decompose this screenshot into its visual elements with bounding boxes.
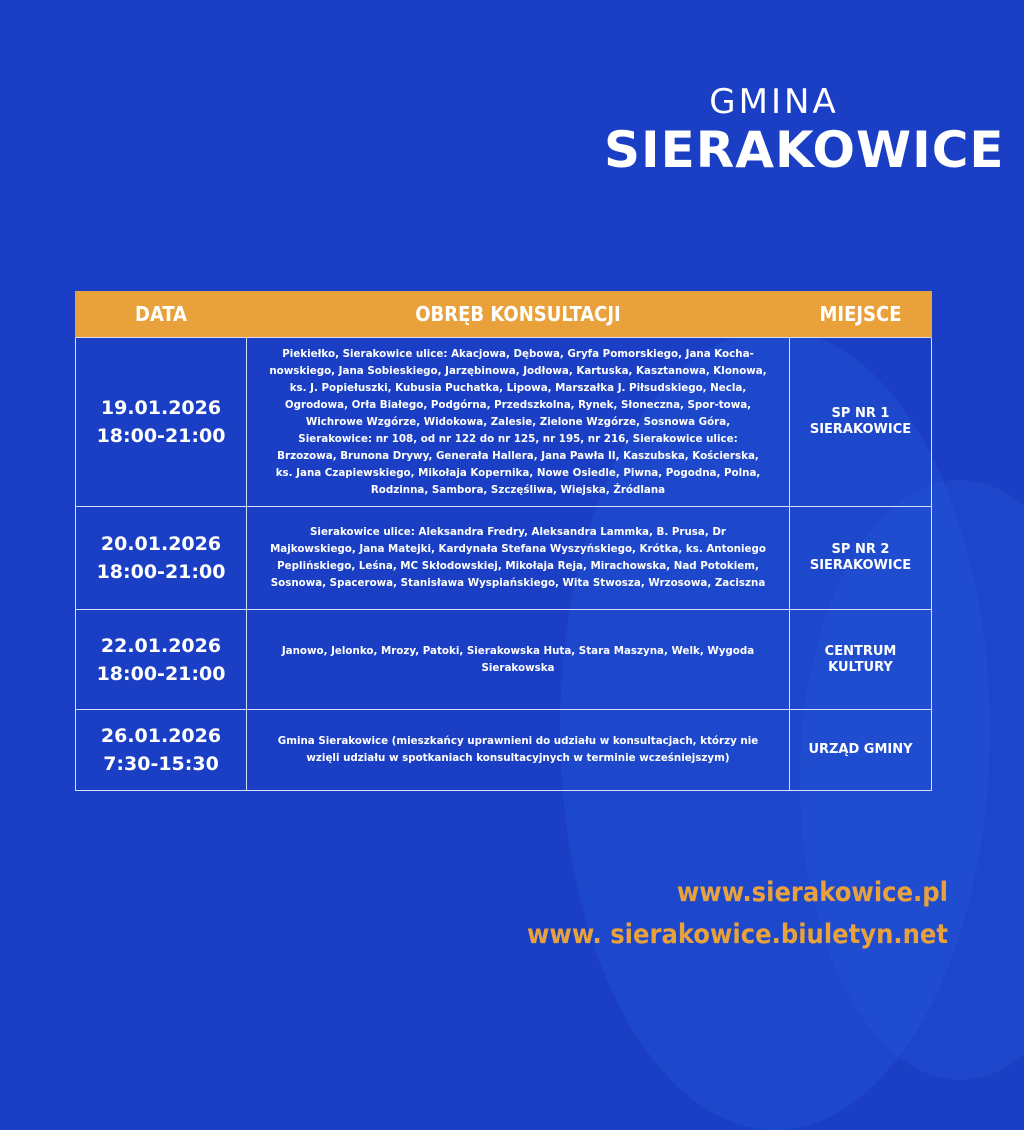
gmina-logo — [604, 82, 1005, 180]
table-row — [76, 338, 932, 507]
website-link-main[interactable]: www.sierakowice.pl — [676, 877, 948, 908]
place-cell: URZĄD GMINY — [790, 710, 932, 791]
date-cell — [76, 507, 247, 610]
place-cell: SP NR 1 SIERAKOWICE — [790, 338, 932, 507]
place-cell: CENTRUM KULTURY — [790, 610, 932, 710]
date-text: 19.01.2026 — [100, 397, 222, 419]
header-place: MIEJSCE — [790, 291, 932, 338]
header-date: DATA — [76, 291, 247, 338]
time-text: 18:00-21:00 — [96, 425, 226, 447]
table-row — [76, 710, 932, 791]
place-cell: SP NR 2 SIERAKOWICE — [790, 507, 932, 610]
table-row — [76, 507, 932, 610]
date-text: 22.01.2026 — [100, 634, 222, 657]
date-cell — [76, 710, 247, 791]
date-text: 26.01.2026 — [100, 725, 222, 747]
header-area: OBRĘB KONSULTACJI — [247, 291, 790, 338]
time-text: 18:00-21:00 — [96, 561, 226, 583]
website-link-bulletin[interactable]: www. sierakowice.biuletyn.net — [526, 919, 948, 950]
date-cell — [76, 610, 247, 710]
table-row — [76, 610, 932, 710]
area-cell: Gmina Sierakowice (mieszkańcy uprawnieni do udziału w konsultacjach, którzy nie wzięli udziału w spotkaniach konsultacyjnych w terminie wcześniejszym) — [247, 710, 790, 791]
logo-main-text: SIERAKOWICE — [604, 121, 1005, 179]
logo-top-text: GMINA — [709, 82, 839, 122]
website-links — [527, 872, 948, 956]
table-header-row — [76, 291, 932, 338]
area-cell: Sierakowice ulice: Aleksandra Fredry, Aleksandra Lammka, B. Prusa, Dr Majkowskiego, Jana Matejki, Kardynała Stefana Wyszyńskiego, Krótka, ks. Antoniego Peplińskiego, Leśna, MC Skłodowskiej, Mikołaja Reja, Mirachowska, Nad Potokiem, Sosnowa, Spacerowa, Stanisława Wyspiańskiego, Wita Stwosza, Wrzosowa, Zaciszna — [247, 507, 790, 610]
area-cell: Piekiełko, Sierakowice ulice: Akacjowa, Dębowa, Gryfa Pomorskiego, Jana Kocha-nowskiego, Jana Sobieskiego, Jarzębinowa, Jodłowa, Kartuska, Kasztanowa, Klonowa, ks. J. Popiełuszki, Kubusia Puchatka, Lipowa, Marszałka J. Piłsudskiego, Necla, Ogrodowa, Orła Białego, Podgórna, Przedszkolna, Rynek, Słoneczna, Spor-towa, Wichrowe Wzgórze, Widokowa, Zalesie, Zielone Wzgórze, Sosnowa Góra, Sierakowice: nr 108, od nr 122 do nr 125, nr 195, nr 216, Sierakowice ulice: Brzozowa, Brunona Drywy, Generała Hallera, Jana Pawła II, Kaszubska, Kościerska, ks. Jana Czapiewskiego, Mikołaja Kopernika, Nowe Osiedle, Piwna, Pogodna, Polna, Rodzinna, Sambora, Szczęśliwa, Wiejska, Źródlana — [247, 338, 790, 507]
consultation-schedule-table — [75, 291, 932, 791]
time-text: 7:30-15:30 — [103, 753, 219, 775]
time-text: 18:00-21:00 — [96, 662, 226, 685]
area-cell: Janowo, Jelonko, Mrozy, Patoki, Sierakowska Huta, Stara Maszyna, Welk, Wygoda Sierakowska — [247, 610, 790, 710]
date-text: 20.01.2026 — [100, 533, 222, 555]
date-cell — [76, 338, 247, 507]
